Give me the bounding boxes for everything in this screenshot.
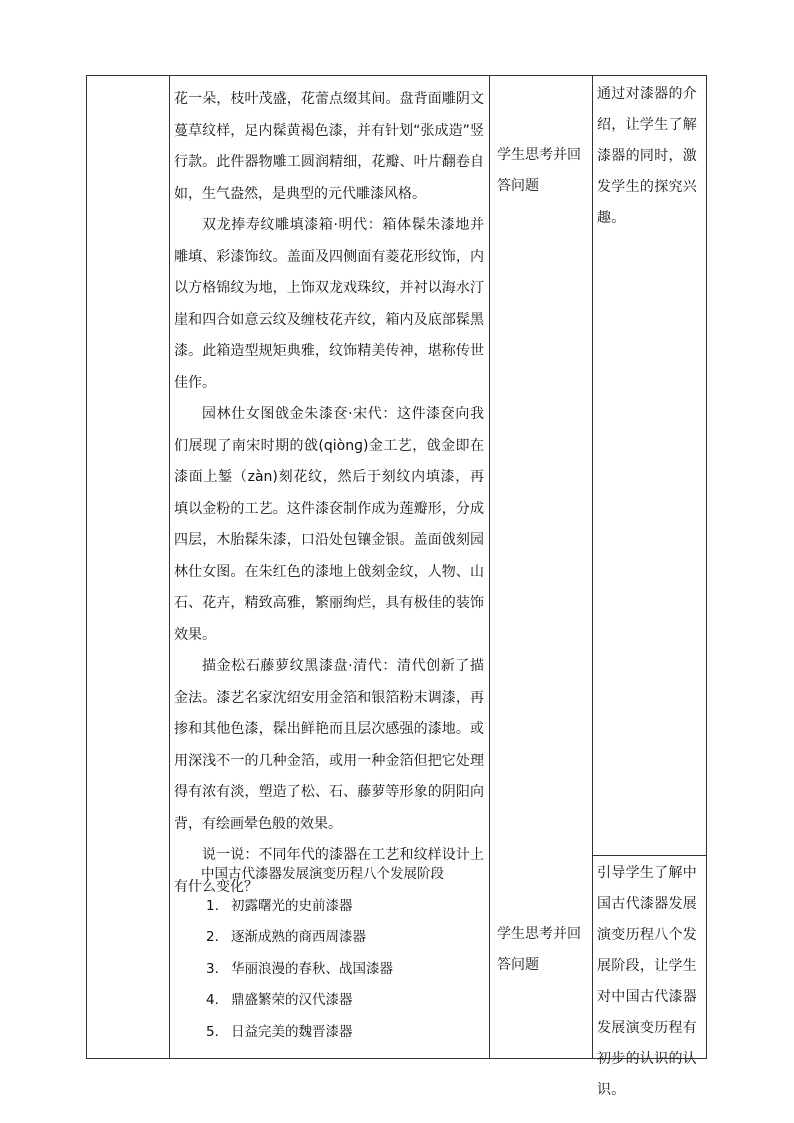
row-divider	[592, 855, 707, 856]
paragraph-yuan-lacquer: 花一朵，枝叶茂盛，花蕾点缀其间。盘背面雕阴文蔓草纹样，足内髹黄褐色漆，并有针划“张成造”竖行款。此件器物雕工圆润精细，花瓣、叶片翻卷自如，生气盎然，是典型的元代雕漆风格。	[174, 91, 484, 202]
column-divider	[592, 76, 593, 1058]
design-intent-cell-2: 引导学生了解中国古代漆器发展演变历程八个发展阶段，让学生对中国古代漆器发展演变历程有初步的认识的认识。	[597, 865, 698, 1098]
paragraph-song-case: 园林仕女图戗金朱漆奁·宋代：这件漆奁向我们展现了南宋时期的戗(qiònɡ)金工艺，戗金即在漆面上錾（zàn)刻花纹，然后于刻纹内填漆，再填以金粉的工艺。这件漆奁制作成为莲瓣形，分成四层，木胎髹朱漆，口沿处包镶金银。盖面戗刻园林仕女图。在朱红色的漆地上戗刻金纹，人物、山石、花卉，精致高雅，繁丽绚烂，具有极佳的装饰效果。	[174, 406, 484, 643]
student-activity-cell-1: 学生思考并回答问题	[497, 147, 581, 194]
teaching-content-cell	[174, 84, 484, 903]
column-divider	[169, 76, 170, 1058]
list-item: 2. 逐渐成熟的商西周漆器	[206, 929, 366, 945]
column-divider	[489, 76, 490, 1058]
design-intent-cell-1: 通过对漆器的介绍，让学生了解漆器的同时，激发学生的探究兴趣。	[597, 86, 698, 226]
lesson-table	[86, 75, 707, 1098]
paragraph-discussion-question: 说一说：不同年代的漆器在工艺和纹样设计上有什么变化？	[174, 847, 484, 895]
list-item: 4. 鼎盛繁荣的汉代漆器	[206, 992, 353, 1008]
stages-section	[174, 859, 484, 1048]
student-activity-cell-2: 学生思考并回答问题	[497, 926, 581, 973]
list-item: 3. 华丽浪漫的春秋、战国漆器	[206, 960, 393, 977]
list-item: 5. 日益完美的魏晋漆器	[206, 1023, 353, 1040]
stages-title: 中国古代漆器发展演变历程八个发展阶段	[201, 866, 444, 882]
list-item: 1. 初露曙光的史前漆器	[206, 897, 353, 914]
paragraph-ming-box: 双龙捧寿纹雕填漆箱·明代：箱体髹朱漆地并雕填、彩漆饰纹。盖面及四侧面有菱花形纹饰，内以方格锦纹为地，上饰双龙戏珠纹，并衬以海水汀崖和四合如意云纹及缠枝花卉纹，箱内及底部髹黑漆。此箱造型规矩典雅，纹饰精美传神，堪称传世佳作。	[174, 217, 484, 391]
paragraph-qing-plate: 描金松石藤萝纹黑漆盘·清代：清代创新了描金法。漆艺名家沈绍安用金箔和银箔粉末调漆，再掺和其他色漆，髹出鲜艳而且层次感强的漆地。或用深浅不一的几种金箔，或用一种金箔但把它处理得有浓有淡，塑造了松、石、藤萝等形象的阴阳向背，有绘画晕色般的效果。	[174, 658, 484, 832]
stages-list	[174, 891, 484, 1049]
